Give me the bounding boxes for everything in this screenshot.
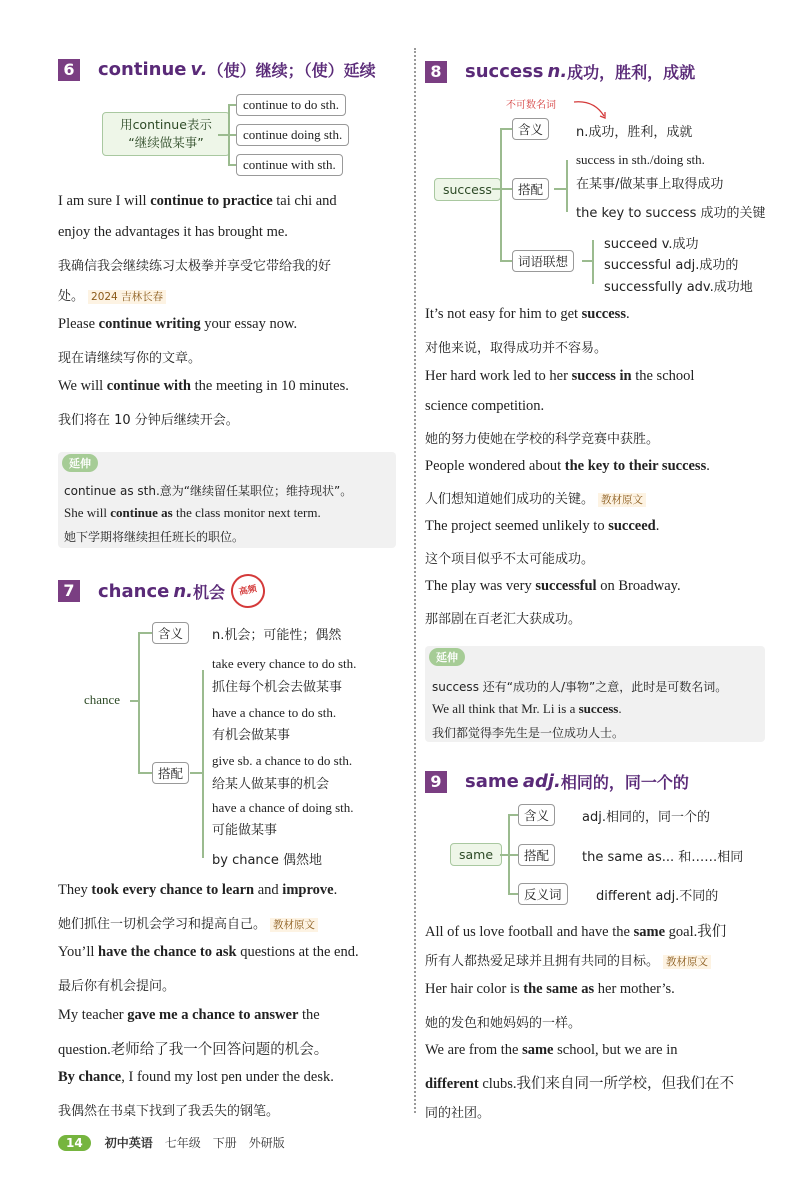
example-translation: 同的社团。 <box>425 1106 491 1121</box>
example-translation: 我们将在 10 分钟后继续开会。 <box>58 413 239 428</box>
collocation-en: success in sth./doing sth. <box>576 152 705 167</box>
example-sentence: I am sure I will continue to practice tai chi and <box>58 193 337 209</box>
association-label: 词语联想 <box>512 250 574 272</box>
collocation-label: 搭配 <box>152 762 189 784</box>
example-sentence: People wondered about the key to their success. <box>425 458 710 474</box>
example-sentence: It’s not easy for him to get success. <box>425 306 630 322</box>
example-sentence: My teacher gave me a chance to answer the <box>58 1007 320 1023</box>
example-translation: 所有人都热爱足球并且拥有共同的目标。 教材原文 <box>425 950 711 969</box>
collocation-cn: 可能做某事 <box>212 823 278 838</box>
example-sentence: The play was very successful on Broadway. <box>425 578 681 594</box>
source-tag: 2024 吉林长春 <box>88 290 166 304</box>
meaning-text: n.机会；可能性；偶然 <box>212 628 342 643</box>
example-sentence: They took every chance to learn and improve. <box>58 882 338 898</box>
association-item: successful adj.成功的 <box>604 258 739 273</box>
edition: 外研版 <box>248 1136 285 1150</box>
mindmap-connector <box>130 700 138 702</box>
collocation-en: have a chance of doing sth. <box>212 800 354 815</box>
section-7-heading <box>58 574 265 608</box>
example-sentence: We are from the same school, but we are in <box>425 1042 678 1058</box>
extension-note: success 还有“成功的人/事物”之意，此时是可数名词。 <box>432 680 728 694</box>
example-sentence: Please continue writing your essay now. <box>58 316 298 332</box>
source-tag: 教材原文 <box>663 955 711 969</box>
collocation-item: by chance 偶然地 <box>212 853 322 868</box>
collocation-label: 搭配 <box>518 844 555 866</box>
grade: 七年级 <box>164 1136 201 1150</box>
example-sentence: Her hard work led to her success in the school <box>425 368 695 384</box>
association-item: successfully adv.成功地 <box>604 280 753 295</box>
extension-note: continue as sth.意为“继续留任某职位；维持现状”。 <box>64 484 353 498</box>
meaning-label: 含义 <box>152 622 189 644</box>
source-tag: 教材原文 <box>598 493 646 507</box>
example-sentence: enjoy the advantages it has brought me. <box>58 224 288 240</box>
example-sentence: different clubs.我们来自同一所学校，但我们在不 <box>425 1076 735 1092</box>
meaning-text: n.成功，胜利，成就 <box>576 125 693 140</box>
example-translation: 现在请继续写你的文章。 <box>58 351 202 366</box>
headword-meaning: 机会 <box>192 582 225 602</box>
association-item: succeed v.成功 <box>604 237 699 252</box>
column-divider <box>414 48 416 1113</box>
meaning-label: 含义 <box>518 804 555 826</box>
page-number: 14 <box>58 1135 91 1151</box>
volume: 下册 <box>212 1136 237 1150</box>
collocation-en: have a chance to do sth. <box>212 705 337 720</box>
meaning-text: adj.相同的，同一个的 <box>582 810 710 825</box>
example-translation: 我偶然在书桌下找到了我丢失的钢笔。 <box>58 1104 280 1119</box>
example-sentence: question.老师给了我一个回答问题的机会。 <box>58 1042 329 1058</box>
extension-example: She will continue as the class monitor next term. <box>64 505 321 520</box>
example-sentence: All of us love football and have the same goal.我们 <box>425 924 727 940</box>
example-sentence: You’ll have the chance to ask questions at the end. <box>58 944 359 960</box>
part-of-speech: v. <box>190 59 208 80</box>
example-sentence: The project seemed unlikely to succeed. <box>425 518 660 534</box>
collocation-cn: 给某人做某事的机会 <box>212 777 330 792</box>
collocation-cn: 抓住每个机会去做某事 <box>212 680 343 695</box>
headword: chance <box>98 580 170 602</box>
extension-badge: 延伸 <box>429 648 465 666</box>
collocation-item: the key to success 成功的关键 <box>576 206 766 221</box>
example-translation: 她的发色和她妈妈的一样。 <box>425 1016 582 1031</box>
example-translation: 我确信我会继续练习太极拳并享受它带给我的好 <box>58 259 332 274</box>
headword: success <box>465 61 544 82</box>
book-title: 初中英语 <box>104 1136 153 1150</box>
section-number: 8 <box>425 61 447 83</box>
source-tag: 教材原文 <box>270 918 318 932</box>
frequency-stamp: 高频 <box>228 571 268 611</box>
mindmap-connector <box>138 632 140 772</box>
collocation-label: 搭配 <box>512 178 549 200</box>
example-sentence: We will continue with the meeting in 10 minutes. <box>58 378 349 394</box>
antonym-text: different adj.不同的 <box>596 889 719 904</box>
mindmap-root: success <box>434 178 501 201</box>
mindmap-root: chance <box>84 692 121 707</box>
extension-translation: 她下学期将继续担任班长的职位。 <box>64 530 245 544</box>
collocation-box: continue to do sth. <box>236 94 346 116</box>
example-sentence: Her hair color is the same as her mother’s. <box>425 981 675 997</box>
section-9-heading <box>425 770 689 793</box>
section-number: 9 <box>425 771 447 793</box>
page-footer <box>58 1134 285 1151</box>
headword: same <box>465 771 519 792</box>
example-translation: 这个项目似乎不太可能成功。 <box>425 552 595 567</box>
example-translation: 处。 2024 吉林长春 <box>58 285 166 304</box>
part-of-speech: adj. <box>522 771 561 792</box>
antonym-label: 反义词 <box>518 883 568 905</box>
extension-badge: 延伸 <box>62 454 98 472</box>
collocation-en: give sb. a chance to do sth. <box>212 753 353 768</box>
collocation-en: take every chance to do sth. <box>212 656 357 671</box>
headword-meaning: 相同的，同一个的 <box>560 773 689 792</box>
meaning-label: 含义 <box>512 118 549 140</box>
section-6-heading <box>58 58 376 81</box>
collocation-item: the same as... 和……相同 <box>582 850 744 865</box>
example-sentence: science competition. <box>425 398 545 414</box>
mindmap-root: same <box>450 843 502 866</box>
section-number: 7 <box>58 580 80 602</box>
section-number: 6 <box>58 59 80 81</box>
example-translation: 人们想知道她们成功的关键。 教材原文 <box>425 488 646 507</box>
section-8-heading <box>425 60 695 83</box>
headword-meaning: （使）继续；（使）延续 <box>207 61 376 80</box>
example-translation: 对他来说，取得成功并不容易。 <box>425 341 608 356</box>
example-translation: 那部剧在百老汇大获成功。 <box>425 612 582 627</box>
collocation-box: continue doing sth. <box>236 124 349 146</box>
mindmap-root: 用continue表示 “继续做某事” <box>102 112 230 156</box>
extension-example: We all think that Mr. Li is a success. <box>432 701 622 716</box>
collocation-box: continue with sth. <box>236 154 343 176</box>
example-translation: 最后你有机会提问。 <box>58 979 176 994</box>
collocation-cn: 有机会做某事 <box>212 728 291 743</box>
example-translation: 她们抓住一切机会学习和提高自己。 教材原文 <box>58 913 318 932</box>
part-of-speech: n. <box>547 61 568 82</box>
headword: continue <box>98 59 187 80</box>
annotation-note: 不可数名词 <box>506 100 556 111</box>
example-translation: 她的努力使她在学校的科学竞赛中获胜。 <box>425 432 660 447</box>
example-sentence: By chance, I found my lost pen under the desk. <box>58 1069 334 1085</box>
part-of-speech: n. <box>173 580 193 602</box>
collocation-cn: 在某事/做某事上取得成功 <box>576 177 724 192</box>
headword-meaning: 成功，胜利，成就 <box>567 63 696 82</box>
extension-translation: 我们都觉得李先生是一位成功人士。 <box>432 726 625 740</box>
